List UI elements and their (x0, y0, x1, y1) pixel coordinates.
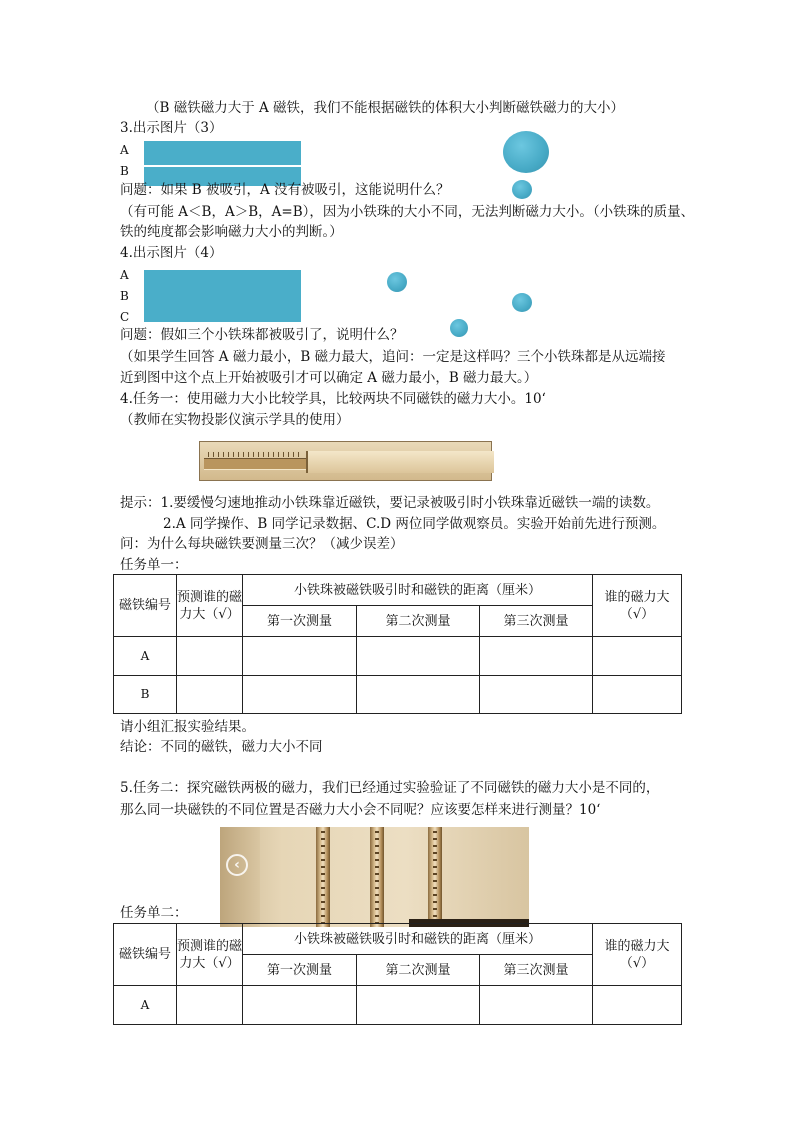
table-cell (177, 637, 243, 676)
label-b: B (120, 164, 129, 178)
label-c: C (120, 310, 130, 324)
chevron-left-icon[interactable]: ‹ (226, 854, 248, 876)
worksheet-two-table (113, 923, 682, 1025)
magnet-poles-photo (220, 827, 529, 927)
worksheet-one-label: 任务单一： (120, 557, 188, 573)
header-prediction: 预测谁的磁力大（√） (177, 924, 243, 986)
ruler-slider (306, 451, 494, 473)
worksheet-one-table (113, 574, 682, 714)
tip-text: 提示：1.要缓慢匀速地推动小铁珠靠近磁铁，要记录被吸引时小铁珠靠近磁铁一端的读数。 (120, 495, 660, 511)
text-line: 请小组汇报实验结果。 (120, 719, 255, 735)
iron-ball-b (512, 293, 532, 312)
text-line: （B 磁铁磁力大于 A 磁铁，我们不能根据磁铁的体积大小判断磁铁磁力的大小） (146, 100, 625, 116)
question-text: 问题：如果 B 被吸引，A 没有被吸引，这能说明什么？ (120, 182, 450, 198)
magnet-ruler-photo (199, 441, 492, 481)
header-measure-2: 第二次测量 (357, 955, 480, 986)
question-text: 问：为什么每块磁铁要测量三次？（减少误差） (120, 536, 404, 552)
ruler-strip (428, 827, 442, 927)
table-cell (593, 637, 682, 676)
iron-ball-large (503, 131, 549, 173)
header-stronger: 谁的磁力大（√） (593, 924, 682, 986)
table-cell (357, 637, 480, 676)
ruler-ticks (208, 452, 303, 457)
header-measure-3: 第三次测量 (480, 955, 593, 986)
row-label: A (114, 637, 177, 676)
header-measure-1: 第一次测量 (243, 606, 357, 637)
row-label: A (114, 986, 177, 1025)
table-cell (243, 986, 357, 1025)
text-line: 近到图中这个点上开始被吸引才可以确定 A 磁力最小，B 磁力最大。） (120, 370, 538, 386)
header-stronger: 谁的磁力大（√） (593, 575, 682, 637)
table-cell (177, 986, 243, 1025)
row-label: B (114, 676, 177, 714)
table-cell (593, 676, 682, 714)
header-prediction: 预测谁的磁力大（√） (177, 575, 243, 637)
text-line: 铁的纯度都会影响磁力大小的判断。） (120, 224, 343, 240)
table-cell (243, 676, 357, 714)
header-measure-1: 第一次测量 (243, 955, 357, 986)
text-line: 那么同一块磁铁的不同位置是否磁力大小会不同呢？应该要怎样来进行测量？10‘ (120, 802, 601, 818)
label-a: A (120, 268, 129, 282)
table-cell (357, 676, 480, 714)
iron-ball-small (512, 180, 532, 199)
header-measure-2: 第二次测量 (357, 606, 480, 637)
magnet-group-bar (144, 270, 301, 322)
table-row (114, 986, 682, 1025)
table-cell (480, 676, 593, 714)
header-magnet-id: 磁铁编号 (114, 575, 177, 637)
ruler-strip (370, 827, 384, 927)
task-one-heading: 4.任务一：使用磁力大小比较学具，比较两块不同磁铁的磁力大小。10‘ (120, 391, 546, 407)
label-a: A (120, 143, 129, 157)
ruler-strip (316, 827, 330, 927)
heading-figure-4: 4.出示图片（4） (120, 245, 223, 261)
table-row (114, 676, 682, 714)
photo-edge (220, 827, 260, 927)
question-text: 问题：假如三个小铁珠都被吸引了，说明什么？ (120, 327, 404, 343)
header-distance: 小铁珠被磁铁吸引时和磁铁的距离（厘米） (243, 575, 593, 606)
table-cell (480, 637, 593, 676)
iron-ball-c (450, 319, 468, 337)
iron-ball-a (387, 272, 407, 292)
heading-figure-3: 3.出示图片（3） (120, 120, 223, 136)
text-line: （如果学生回答 A 磁力最小，B 磁力最大，追问：一定是这样吗？三个小铁珠都是从远端接 (120, 349, 666, 365)
conclusion-text: 结论：不同的磁铁，磁力大小不同 (120, 739, 323, 755)
worksheet-two-label: 任务单二： (120, 905, 188, 921)
task-two-heading: 5.任务二：探究磁铁两极的磁力，我们已经通过实验验证了不同磁铁的磁力大小是不同的， (120, 780, 660, 796)
text-line: （有可能 A＜B，A＞B，A=B），因为小铁珠的大小不同，无法判断磁力大小。（小铁珠的质量、 (120, 204, 695, 220)
header-magnet-id: 磁铁编号 (114, 924, 177, 986)
table-row (114, 637, 682, 676)
magnet-a-bar (144, 141, 301, 165)
table-cell (480, 986, 593, 1025)
text-line: （教师在实物投影仪演示学具的使用） (120, 412, 350, 428)
header-distance: 小铁珠被磁铁吸引时和磁铁的距离（厘米） (243, 924, 593, 955)
table-cell (593, 986, 682, 1025)
header-measure-3: 第三次测量 (480, 606, 593, 637)
table-cell (357, 986, 480, 1025)
label-b: B (120, 289, 129, 303)
tip-text: 2.A 同学操作、B 同学记录数据、C.D 两位同学做观察员。实验开始前先进行预测。 (163, 516, 666, 532)
table-cell (177, 676, 243, 714)
table-cell (243, 637, 357, 676)
